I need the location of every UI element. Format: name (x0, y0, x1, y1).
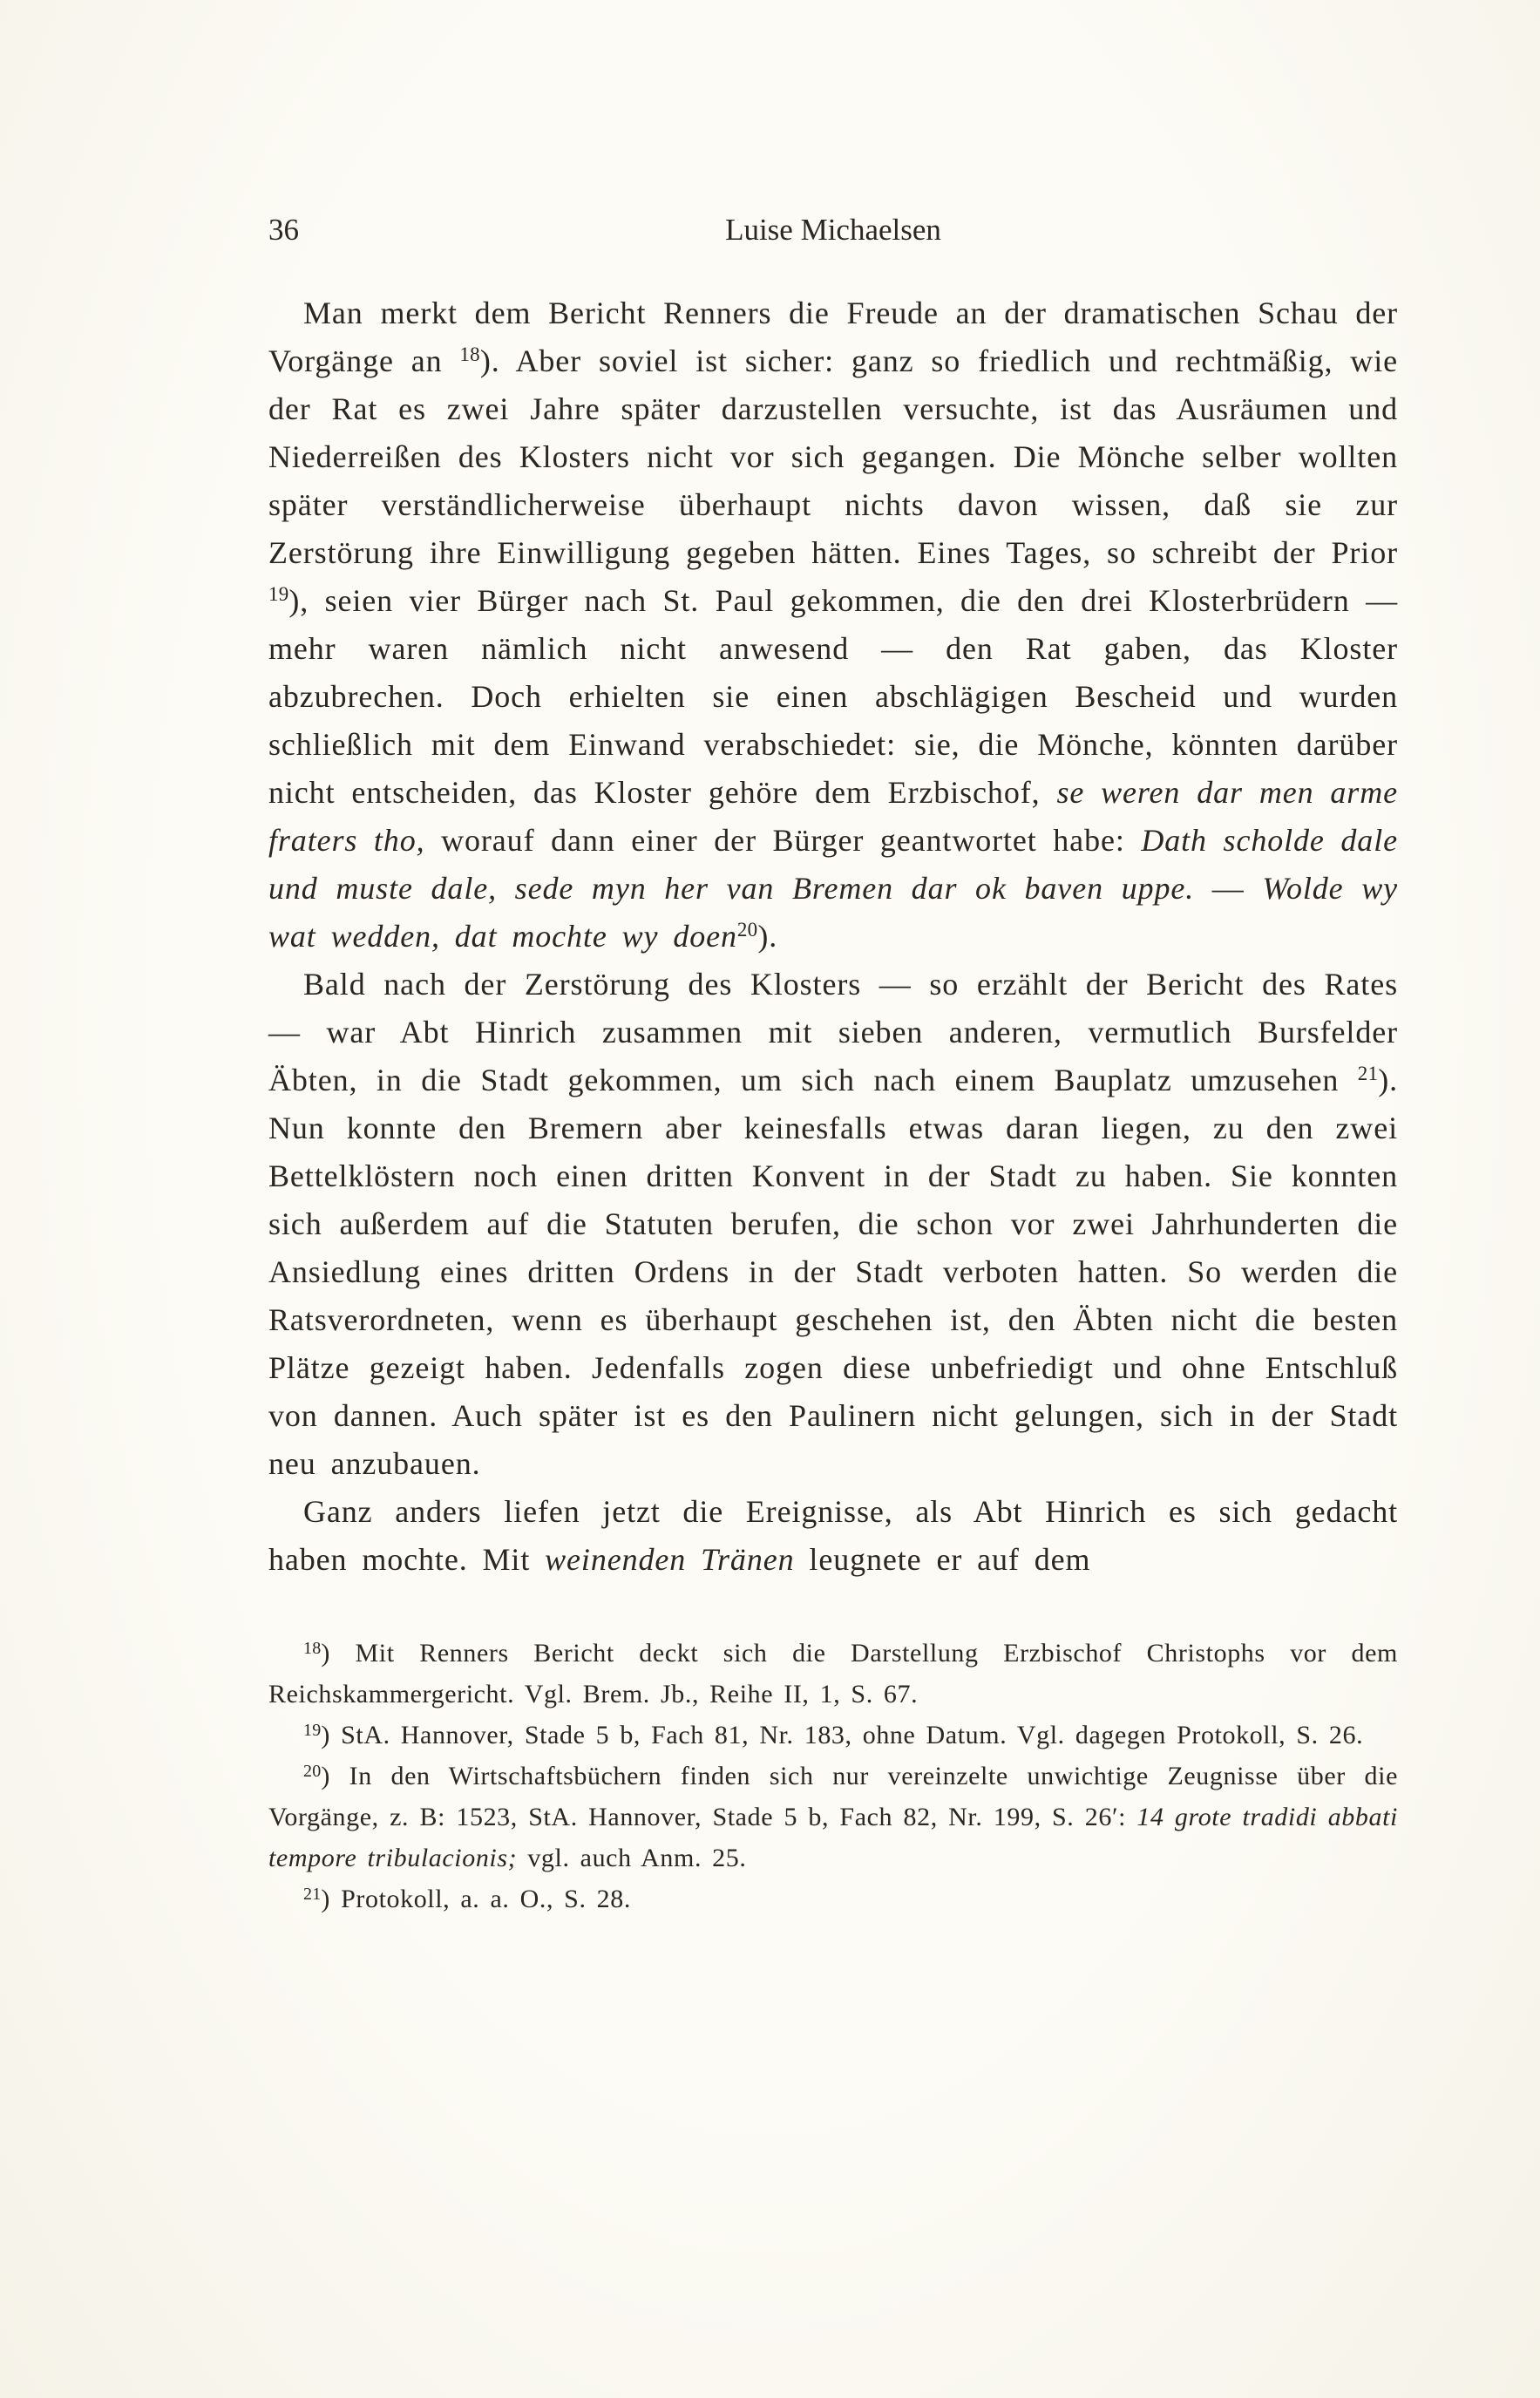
text-run: ) Protokoll, a. a. O., S. 28. (321, 1885, 631, 1913)
italic-run: Wolde wy wat wedden, dat mochte wy doen (268, 871, 1399, 954)
text-run: ). Nun konnte den Bremern aber keinesfalls etwas daran liegen, zu den zwei Bettelklöstern noch einen dritten Konvent in der Stadt zu haben. Sie konnten sich außerdem auf die Statuten berufen, die schon vor zwei Jahrhunderten die Ansiedlung eines dritten Ordens in der Stadt verboten hatten. So werden die Ratsverordneten, wenn es überhaupt geschehen ist, den Äbten nicht die besten Plätze gezeigt haben. Jedenfalls zogen diese unbefriedigt und ohne Entschluß von dannen. Auch später ist es den Paulinern nicht gelungen, sich in der Stadt neu anzubauen. (268, 1063, 1398, 1481)
footnote-ref-20: 20 (736, 919, 758, 941)
footnotes-section (268, 1633, 1398, 1919)
footnote-marker-21: 21 (303, 1885, 322, 1904)
text-run: leugnete er auf dem (794, 1542, 1091, 1577)
text-run: ), seien vier Bürger nach St. Paul gekommen, die den drei Klosterbrüdern — mehr waren nämlich nicht anwesend — den Rat gaben, das Kloster abzubrechen. Doch erhielten sie einen abschlägigen Bescheid und wurden schließlich mit dem Einwand verabschiedet: sie, die Mönche, könnten darüber nicht entscheiden, das Kloster gehöre dem Erzbischof, (268, 583, 1398, 810)
italic-run: se weren dar men arme fraters tho, (268, 775, 1398, 858)
footnote-ref-19: 19 (268, 583, 289, 605)
italic-run: weinenden Tränen (545, 1542, 795, 1577)
text-run: — (1194, 871, 1263, 906)
paragraph-3 (268, 1488, 1398, 1584)
text-run: ) Mit Renners Bericht deckt sich die Darstellung Erzbischof Christophs vor dem Reichskammergericht. Vgl. Brem. Jb., Reihe II, 1, S. 67. (268, 1639, 1398, 1708)
text-run: ). Aber soviel ist sicher: ganz so friedlich und rechtmäßig, wie der Rat es zwei Jahre später darzustellen versuchte, ist das Ausräumen und Niederreißen des Klosters nicht vor sich gegangen. Die Mönche selber wollten später verständlicherweise überhaupt nichts davon wissen, daß sie zur Zerstörung ihre Einwilligung gegeben hätten. Eines Tages, so schreibt der Prior (268, 343, 1398, 570)
scanned-book-page (268, 213, 1398, 1919)
running-header: Luise Michaelsen (725, 213, 941, 247)
text-run: Man merkt dem Bericht Renners die Freude an der dramatischen Schau der Vorgänge an (268, 296, 1398, 378)
text-run: Bald nach der Zerstörung des Klosters — so erzählt der Bericht des Rates — war Abt Hinrich zusammen mit sieben anderen, vermutlich Bursfelder Äbten, in die Stadt gekommen, um sich nach einem Bauplatz umzusehen (268, 967, 1398, 1097)
footnote-marker-18: 18 (303, 1639, 322, 1658)
footnote-19 (268, 1715, 1398, 1756)
footnote-marker-20: 20 (303, 1762, 322, 1781)
text-run: Ganz anders liefen jetzt die Ereignisse, als Abt Hinrich es sich gedacht haben mochte. Mit (268, 1494, 1398, 1577)
italic-run: 14 grote tradidi abbati tempore tribulacionis; (268, 1803, 1398, 1872)
footnote-18 (268, 1633, 1398, 1715)
text-run: ) StA. Hannover, Stade 5 b, Fach 81, Nr. 183, ohne Datum. Vgl. dagegen Protokoll, S. 26. (321, 1721, 1364, 1749)
text-run: worauf dann einer der Bürger geantwortet habe: (424, 823, 1142, 858)
footnote-ref-18: 18 (459, 343, 480, 365)
footnote-21 (268, 1878, 1398, 1919)
footnote-ref-21: 21 (1357, 1063, 1379, 1084)
paragraph-1 (268, 289, 1398, 961)
footnote-20 (268, 1756, 1398, 1878)
body-text (268, 289, 1398, 1584)
paragraph-2 (268, 961, 1398, 1488)
text-run: ) In den Wirtschaftsbüchern finden sich nur vereinzelte unwichtige Zeugnisse über die Vorgänge, z. B: 1523, StA. Hannover, Stade 5 b, Fach 82, Nr. 199, S. 26′: (268, 1762, 1398, 1831)
page-number: 36 (268, 213, 299, 247)
footnote-marker-19: 19 (303, 1721, 322, 1740)
text-run: ). (757, 919, 778, 954)
italic-run: Dath scholde dale und muste dale, sede myn her van Bremen dar ok baven uppe. (268, 823, 1398, 906)
page-header (268, 213, 1398, 248)
text-run: vgl. auch Anm. 25. (517, 1844, 747, 1872)
